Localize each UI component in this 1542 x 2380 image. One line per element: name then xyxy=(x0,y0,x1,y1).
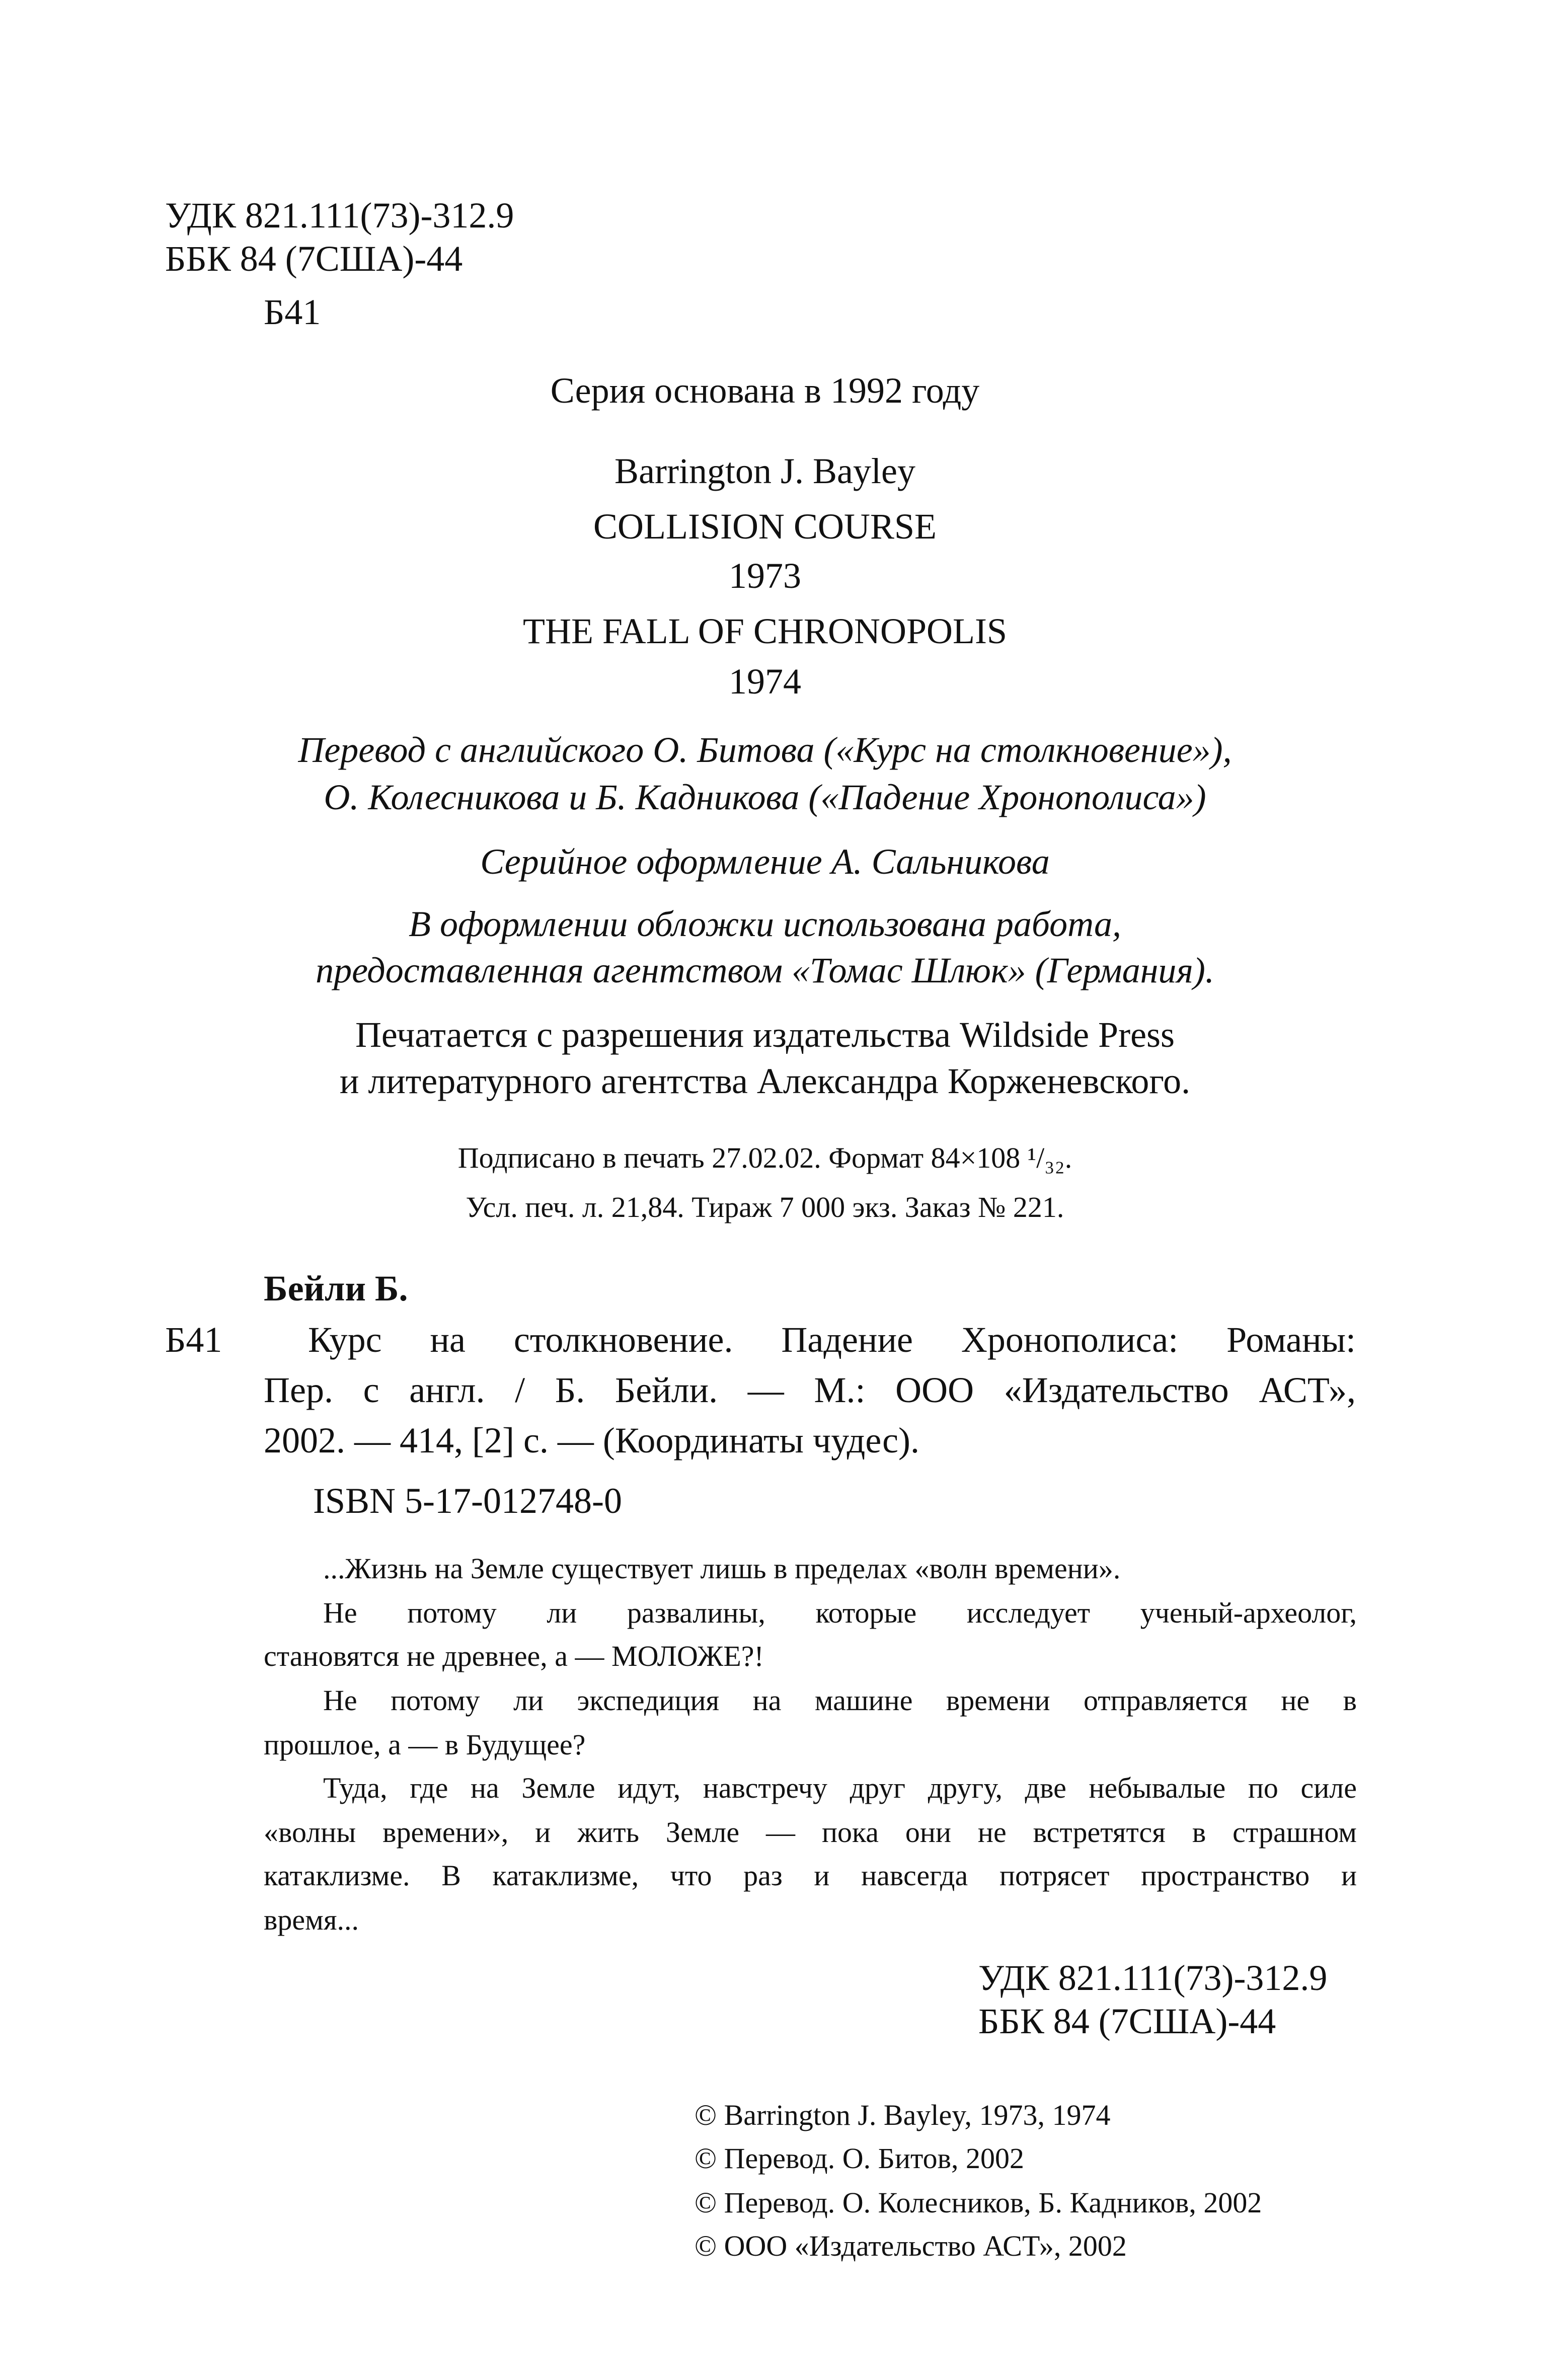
annotation-line-1: ...Жизнь на Земле существует лишь в пределах «волн времени». xyxy=(323,1552,1121,1585)
bib-line-2: Пер. с англ. / Б. Бейли. — М.: ООО «Издательство АСТ», xyxy=(264,1370,1356,1410)
original-title-2: THE FALL OF CHRONOPOLIS xyxy=(522,611,1008,651)
bib-heading: Бейли Б. xyxy=(264,1268,408,1309)
original-author: Barrington J. Bayley xyxy=(614,451,915,491)
permission-line-2: и литературного агентства Александра Корженевского. xyxy=(339,1061,1191,1101)
translation-line-1: Перевод с английского О. Битова («Курс на столкновение»), xyxy=(298,730,1232,770)
annotation-line-3: становятся не древнее, а — МОЛОЖЕ?! xyxy=(264,1640,764,1672)
copyright-line: © ООО «Издательство АСТ», 2002 xyxy=(695,2230,1127,2262)
annotation-line-2: Не потому ли развалины, которые исследует ученый-археолог, xyxy=(323,1596,1357,1629)
footer-bbk-code: ББК 84 (7США)-44 xyxy=(978,2001,1276,2041)
annotation-line-4: Не потому ли экспедиция на машине времени отправляется не в xyxy=(323,1684,1357,1717)
bib-line-1: Курс на столкновение. Падение Хронополиса: Романы: xyxy=(308,1320,1356,1360)
annotation-line-5: прошлое, а — в Будущее? xyxy=(264,1728,586,1761)
cover-credit-line-1: В оформлении обложки использована работа, xyxy=(408,904,1122,944)
footer-udk-code: УДК 821.111(73)-312.9 xyxy=(978,1958,1328,1998)
series-design: Серийное оформление А. Сальникова xyxy=(480,841,1050,882)
translation-line-2: О. Колесникова и Б. Кадникова («Падение Хронополиса») xyxy=(324,777,1206,817)
annotation-line-8: катаклизме. В катаклизме, что раз и навсегда потрясет пространство и xyxy=(264,1859,1357,1892)
copyright-line: © Перевод. О. Колесников, Б. Кадников, 2002 xyxy=(695,2186,1262,2219)
print-info-line-2: Усл. печ. л. 21,84. Тираж 7 000 экз. Заказ № 221. xyxy=(466,1191,1064,1223)
cover-credit-line-2: предоставленная агентством «Томас Шлюк» (Германия). xyxy=(316,950,1214,990)
udk-code: УДК 821.111(73)-312.9 xyxy=(165,195,514,236)
permission-line-1: Печатается с разрешения издательства Wildside Press xyxy=(355,1015,1175,1055)
bib-line-3: 2002. — 414, [2] с. — (Координаты чудес). xyxy=(264,1420,919,1461)
copyright-line: © Перевод. О. Битов, 2002 xyxy=(695,2142,1024,2175)
copyright-line: © Barrington J. Bayley, 1973, 1974 xyxy=(695,2099,1111,2131)
annotation-line-9: время... xyxy=(264,1903,359,1936)
series-founded: Серия основана в 1992 году xyxy=(550,370,980,411)
bib-sign: Б41 xyxy=(165,1320,222,1360)
bbk-code: ББК 84 (7США)-44 xyxy=(165,239,463,279)
original-title-1: COLLISION COURSE xyxy=(593,506,937,547)
print-info-line-1: Подписано в печать 27.02.02. Формат 84×108 ¹/₃₂. xyxy=(457,1141,1072,1174)
original-year-1: 1973 xyxy=(729,556,801,596)
annotation-line-6: Туда, где на Земле идут, навстречу друг другу, две небывалые по силе xyxy=(323,1772,1357,1804)
annotation-line-7: «волны времени», и жить Земле — пока они не встретятся в страшном xyxy=(264,1816,1357,1849)
original-year-2: 1974 xyxy=(729,661,801,702)
author-sign: Б41 xyxy=(264,292,321,332)
isbn: ISBN 5-17-012748-0 xyxy=(313,1481,622,1521)
